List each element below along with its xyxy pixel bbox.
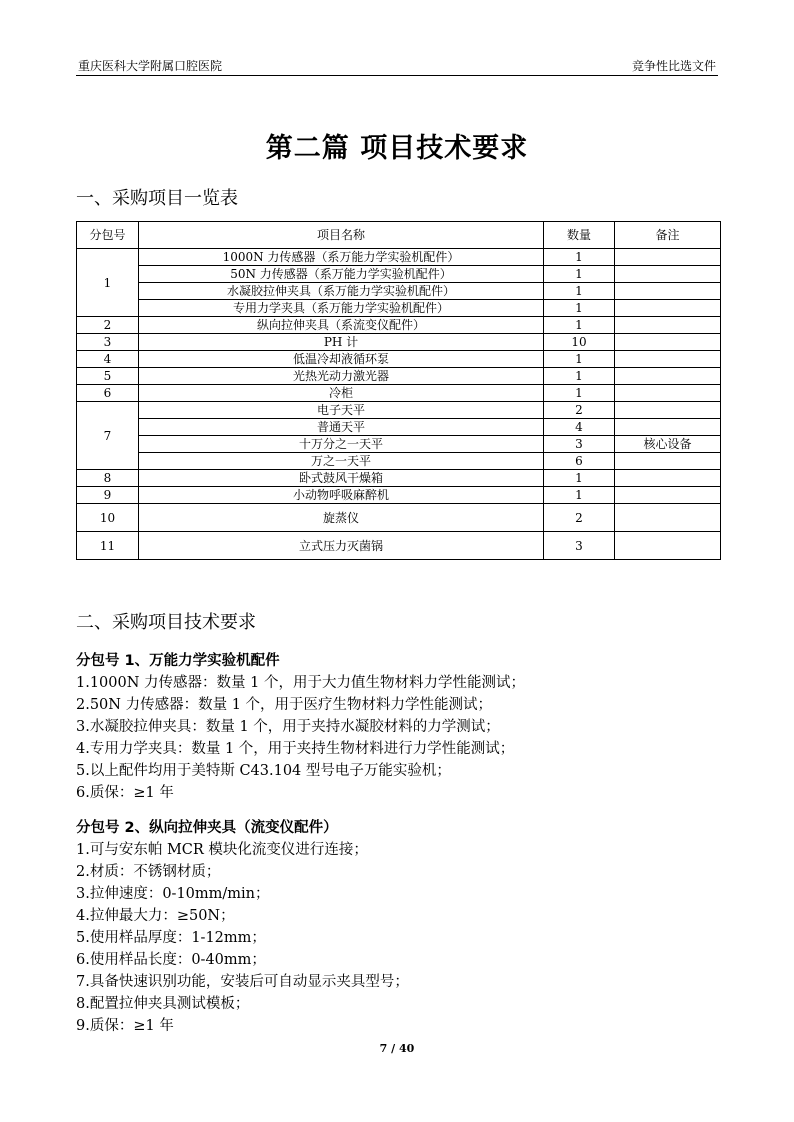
item-remark: [615, 385, 721, 402]
package-number: 5: [77, 368, 139, 385]
item-quantity: 1: [544, 385, 615, 402]
item-remark: [615, 504, 721, 532]
header-document-type: 竞争性比选文件: [631, 59, 716, 73]
package-number: 10: [77, 504, 139, 532]
item-name: 旋蒸仪: [139, 504, 544, 532]
item-name: 电子天平: [139, 402, 544, 419]
package-title: 分包号 1、万能力学实验机配件: [76, 653, 280, 669]
package-number: 11: [77, 532, 139, 560]
procurement-table: [76, 221, 721, 560]
table-row: [77, 436, 721, 453]
table-row: [77, 453, 721, 470]
item-quantity: 2: [544, 402, 615, 419]
table-row: [77, 351, 721, 368]
table-row: [77, 249, 721, 266]
table-row: [77, 419, 721, 436]
package-number: 8: [77, 470, 139, 487]
item-quantity: 1: [544, 317, 615, 334]
header-remark: 备注: [615, 222, 721, 249]
header-hospital-name: 重庆医科大学附属口腔医院: [78, 59, 223, 73]
requirement-line: 3.拉伸速度：0-10mm/min；: [76, 886, 270, 902]
item-name: 纵向拉伸夹具（系流变仪配件）: [139, 317, 544, 334]
item-name: 冷柜: [139, 385, 544, 402]
item-quantity: 1: [544, 487, 615, 504]
requirement-line: 6.质保：≥1 年: [76, 785, 174, 801]
table-row: [77, 402, 721, 419]
header-item-name: 项目名称: [139, 222, 544, 249]
package-number: 6: [77, 385, 139, 402]
table-row: [77, 283, 721, 300]
requirement-line: 7.具备快速识别功能，安装后可自动显示夹具型号；: [76, 974, 409, 990]
package-number: 3: [77, 334, 139, 351]
package-1-requirements: [76, 650, 736, 804]
section-heading-technical-requirements: 二、采购项目技术要求: [76, 612, 256, 633]
page-title: 第二篇 项目技术要求: [265, 133, 529, 164]
table-row: [77, 532, 721, 560]
table-row: [77, 266, 721, 283]
item-quantity: 1: [544, 249, 615, 266]
requirement-line: 1.可与安东帕 MCR 模块化流变仪进行连接；: [76, 842, 368, 858]
header-package-no: 分包号: [77, 222, 139, 249]
requirement-line: 2.50N 力传感器：数量 1 个，用于医疗生物材料力学性能测试；: [76, 697, 493, 713]
page-header: [76, 55, 718, 76]
package-2-requirements: [76, 817, 736, 1037]
item-quantity: 10: [544, 334, 615, 351]
requirement-line: 2.材质：不锈钢材质；: [76, 864, 221, 880]
package-number: 2: [77, 317, 139, 334]
table-row: [77, 504, 721, 532]
package-title: 分包号 2、纵向拉伸夹具（流变仪配件）: [76, 820, 338, 836]
item-remark: [615, 532, 721, 560]
item-remark: [615, 470, 721, 487]
package-number: 4: [77, 351, 139, 368]
item-name: 普通天平: [139, 419, 544, 436]
requirement-line: 3.水凝胶拉伸夹具：数量 1 个，用于夹持水凝胶材料的力学测试；: [76, 719, 500, 735]
item-name: 立式压力灭菌锅: [139, 532, 544, 560]
item-remark: [615, 266, 721, 283]
item-quantity: 1: [544, 351, 615, 368]
requirement-line: 8.配置拉伸夹具测试模板；: [76, 996, 250, 1012]
item-name: 专用力学夹具（系万能力学实验机配件）: [139, 300, 544, 317]
item-name: 十万分之一天平: [139, 436, 544, 453]
item-remark: [615, 300, 721, 317]
item-remark: [615, 487, 721, 504]
header-quantity: 数量: [544, 222, 615, 249]
table-row: [77, 487, 721, 504]
table-row: [77, 300, 721, 317]
package-number: 7: [77, 402, 139, 470]
item-remark: [615, 419, 721, 436]
table-row: [77, 334, 721, 351]
table-row: [77, 368, 721, 385]
requirement-line: 5.使用样品厚度：1-12mm；: [76, 930, 266, 946]
item-remark: 核心设备: [615, 436, 721, 453]
item-quantity: 1: [544, 300, 615, 317]
package-number: 1: [77, 249, 139, 317]
item-name: 小动物呼吸麻醉机: [139, 487, 544, 504]
requirement-line: 4.拉伸最大力：≥50N；: [76, 908, 235, 924]
item-quantity: 6: [544, 453, 615, 470]
requirement-line: 1.1000N 力传感器：数量 1 个，用于大力值生物材料力学性能测试；: [76, 675, 525, 691]
item-name: 光热光动力激光器: [139, 368, 544, 385]
item-quantity: 4: [544, 419, 615, 436]
item-quantity: 2: [544, 504, 615, 532]
item-quantity: 1: [544, 368, 615, 385]
table-row: [77, 470, 721, 487]
item-name: PH 计: [139, 334, 544, 351]
item-quantity: 3: [544, 436, 615, 453]
item-remark: [615, 351, 721, 368]
item-remark: [615, 368, 721, 385]
item-name: 万之一天平: [139, 453, 544, 470]
section-heading-procurement-list: 一、采购项目一览表: [76, 188, 238, 209]
item-quantity: 1: [544, 470, 615, 487]
item-quantity: 3: [544, 532, 615, 560]
requirement-line: 6.使用样品长度：0-40mm；: [76, 952, 266, 968]
item-name: 水凝胶拉伸夹具（系万能力学实验机配件）: [139, 283, 544, 300]
table-row: [77, 385, 721, 402]
item-quantity: 1: [544, 266, 615, 283]
item-name: 50N 力传感器（系万能力学实验机配件）: [139, 266, 544, 283]
requirement-line: 9.质保：≥1 年: [76, 1018, 174, 1034]
item-remark: [615, 317, 721, 334]
item-name: 卧式鼓风干燥箱: [139, 470, 544, 487]
table-row: [77, 317, 721, 334]
table-header-row: [77, 222, 721, 249]
item-remark: [615, 402, 721, 419]
package-number: 9: [77, 487, 139, 504]
item-remark: [615, 334, 721, 351]
requirement-line: 4.专用力学夹具：数量 1 个，用于夹持生物材料进行力学性能测试；: [76, 741, 515, 757]
item-name: 低温冷却液循环泵: [139, 351, 544, 368]
page-number: 7 / 40: [379, 1042, 415, 1055]
item-name: 1000N 力传感器（系万能力学实验机配件）: [139, 249, 544, 266]
item-remark: [615, 283, 721, 300]
item-remark: [615, 249, 721, 266]
item-quantity: 1: [544, 283, 615, 300]
item-remark: [615, 453, 721, 470]
requirement-line: 5.以上配件均用于美特斯 C43.104 型号电子万能实验机；: [76, 763, 451, 779]
